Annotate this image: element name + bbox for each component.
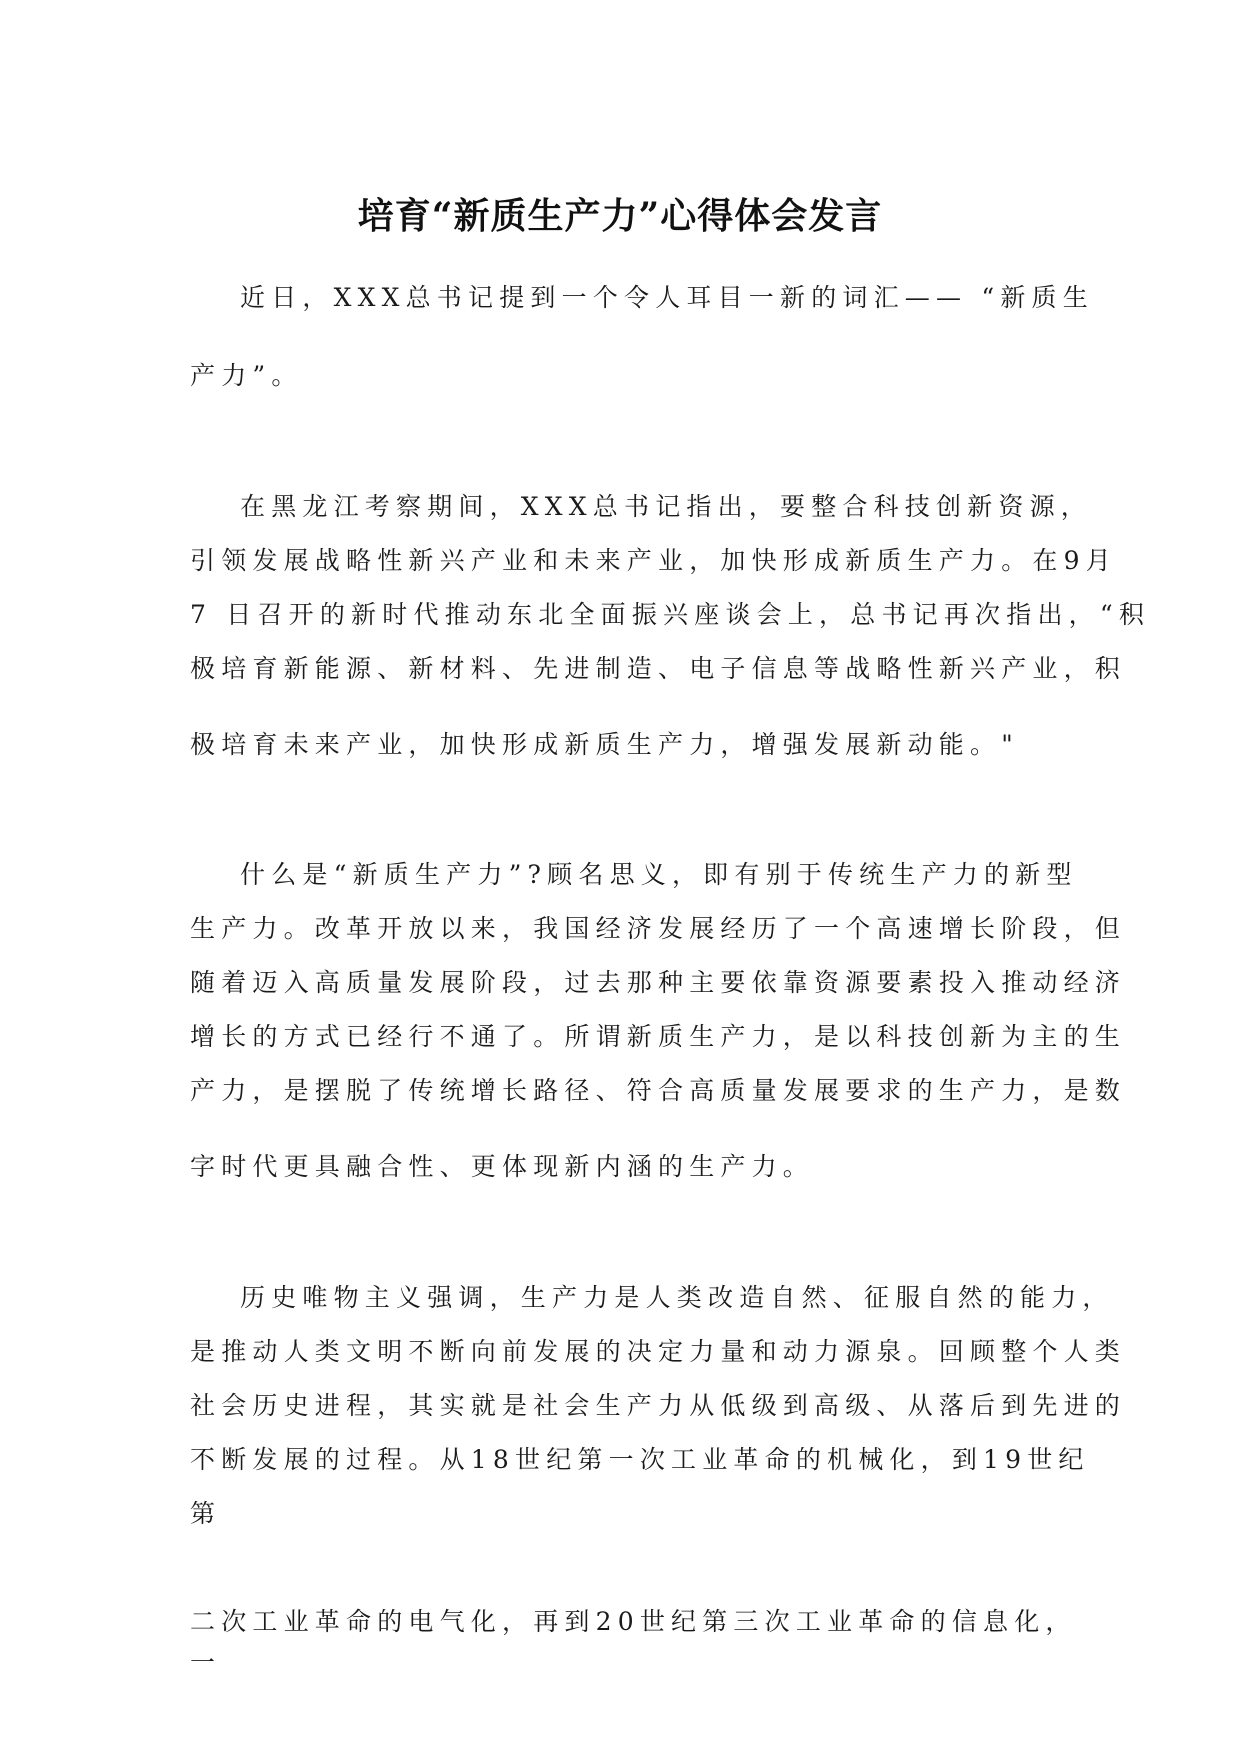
paragraph-2-line-4: 极培育新能源、新材料、先进制造、电子信息等战略性新兴产业，积 [190,654,1127,683]
paragraph-2-line-1: 在黑龙江考察期间，XXX总书记指出，要整合科技创新资源， [240,492,1092,521]
paragraph-3-line-1: 什么是“新质生产力”?顾名思义，即有别于传统生产力的新型 [240,860,1078,889]
document-title: 培育“新质生产力”心得体会发言 [357,195,883,237]
paragraph-4-line-7: 一 [190,1648,222,1677]
paragraph-4-line-5: 第 [190,1499,222,1528]
paragraph-4-line-6: 二次工业革命的电气化，再到20世纪第三次工业革命的信息化， [190,1607,1077,1636]
paragraph-4-line-1: 历史唯物主义强调，生产力是人类改造自然、征服自然的能力， [240,1283,1114,1312]
paragraph-3-line-3: 随着迈入高质量发展阶段，过去那种主要依靠资源要素投入推动经济 [190,968,1127,997]
paragraph-2-line-3: 7 日召开的新时代推动东北全面振兴座谈会上，总书记再次指出，“积 [190,600,1151,629]
paragraph-2-line-2: 引领发展战略性新兴产业和未来产业，加快形成新质生产力。在9月 [190,546,1117,575]
paragraph-3-line-6: 字时代更具融合性、更体现新内涵的生产力。 [190,1152,815,1181]
paragraph-4-line-4: 不断发展的过程。从18世纪第一次工业革命的机械化，到19世纪 [190,1445,1090,1474]
paragraph-2-line-5: 极培育未来产业，加快形成新质生产力，增强发展新动能。" [190,730,1019,759]
paragraph-1-line-2: 产力”。 [190,361,303,390]
paragraph-3-line-2: 生产力。改革开放以来，我国经济发展经历了一个高速增长阶段，但 [190,914,1127,943]
paragraph-4-line-2: 是推动人类文明不断向前发展的决定力量和动力源泉。回顾整个人类 [190,1337,1127,1366]
paragraph-1-line-1: 近日，XXX总书记提到一个令人耳目一新的词汇—— “新质生 [240,283,1094,312]
paragraph-3-line-4: 增长的方式已经行不通了。所谓新质生产力，是以科技创新为主的生 [190,1022,1127,1051]
paragraph-4-line-3: 社会历史进程，其实就是社会生产力从低级到高级、从落后到先进的 [190,1391,1127,1420]
paragraph-3-line-5: 产力，是摆脱了传统增长路径、符合高质量发展要求的生产力，是数 [190,1076,1127,1105]
